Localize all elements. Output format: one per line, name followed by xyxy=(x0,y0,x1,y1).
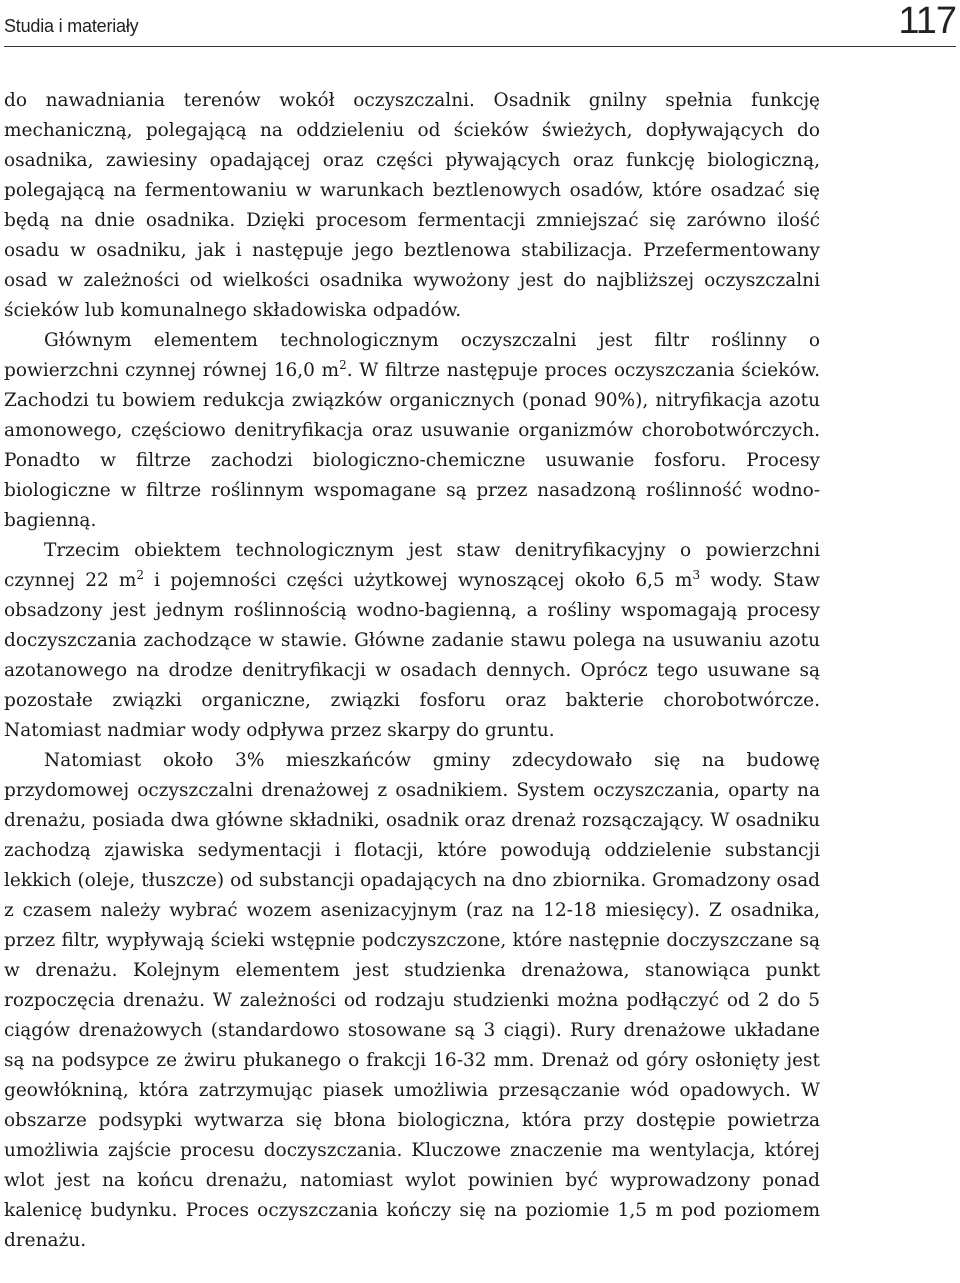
paragraph xyxy=(4,746,820,1256)
paragraph-text: Natomiast około 3% mieszkańców gminy zdecydowało się na budowę przydomowej oczyszczalni drenażowej z osadnikiem. System oczyszczania, oparty na drenażu, posiada dwa główne składniki, osadnik oraz drenaż rozsączający. W osadniku zachodzą zjawiska sedymentacji i flotacji, które powodują oddzielenie substancji lekkich (oleje, tłuszcze) od substancji opadających na dno zbiornika. Gromadzony osad z czasem należy wybrać wozem asenizacyjnym (raz na 12-18 miesięcy). Z osadnika, przez filtr, wypływają ścieki wstępnie podczyszczone, które następnie doczyszczane są w drenażu. Kolejnym elementem jest studzienka drenażowa, stanowiąca punkt rozpoczęcia drenażu. W zależności od rodzaju studzienki można podłączyć od 2 do 5 ciągów drenażowych (standardowo stosowane są 3 ciągi). Rury drenażowe układane są na podsypce ze żwiru płukanego o frakcji 16-32 mm. Drenaż od góry osłonięty jest geowłókniną, która zatrzymując piasek umożliwia przesączanie wód opadowych. W obszarze podsypki wytwarza się błona biologiczna, która przy dostępie powietrza umożliwia zajście procesu doczyszczania. Kluczowe znaczenie ma wentylacja, której wlot jest na końcu drenażu, natomiast wylot powinien być wyprowadzony ponad kalenicę budynku. Proces oczyszczania kończy się na poziomie 1,5 m pod poziomem drenażu. xyxy=(4,750,820,1251)
paragraph xyxy=(4,326,820,536)
paragraph xyxy=(4,536,820,746)
page-number: 117 xyxy=(898,0,956,42)
running-head-section: Studia i materiały xyxy=(4,16,139,36)
paragraph-text: . W filtrze następuje proces oczyszczania ścieków. Zachodzi tu bowiem redukcja związków organicznych (ponad 90%), nitryfikacja azotu amonowego, częściowo denitryfikacja oraz usuwanie organizmów chorobotwórczych. Ponadto w filtrze zachodzi biologiczno-chemiczne usuwanie fosforu. Procesy biologiczne w filtrze roślinnym wspomagane są przez nasadzoną roślinność wodno-bagienną. xyxy=(4,360,821,531)
paragraph-text: do nawadniania terenów wokół oczyszczalni. Osadnik gnilny spełnia funkcję mechaniczną, polegającą na oddzieleniu od ścieków świeżych, dopływających do osadnika, zawiesiny opadającej oraz części pływających oraz funkcję biologiczną, polegającą na fermentowaniu w warunkach beztlenowych osadów, które osadzać się będą na dnie osadnika. Dzięki procesom fermentacji zmniejszać się zarówno ilość osadu w osadniku, jak i następuje jego beztlenowa stabilizacja. Przefermentowany osad w zależności od wielkości osadnika wywożony jest do najbliższej oczyszczalni ścieków lub komunalnego składowiska odpadów. xyxy=(4,90,820,321)
paragraph-text: wody. Staw obsadzony jest jednym roślinnością wodno-bagienną, a rośliny wspomagają procesy doczyszczania zachodzące w stawie. Główne zadanie stawu polega na usuwaniu azotu azotanowego na drodze denitryfikacji w osadach dennych. Oprócz tego usuwane są pozostałe związki organiczne, związki fosforu oraz bakterie chorobotwórcze. Natomiast nadmiar wody odpływa przez skarpy do gruntu. xyxy=(4,570,820,741)
paragraph-text: Trzecim obiektem technologicznym jest staw denitryfikacyjny o powierzchni czynnej 22 m xyxy=(4,540,820,591)
paragraph xyxy=(4,86,820,326)
paragraph-text: Głównym elementem technologicznym oczyszczalni jest filtr roślinny o powierzchni czynnej równej 16,0 m xyxy=(4,330,820,381)
superscript-exponent: 3 xyxy=(692,567,701,582)
superscript-exponent: 2 xyxy=(136,567,145,582)
page-header xyxy=(4,0,956,47)
superscript-exponent: 2 xyxy=(339,357,347,372)
paragraph-text: i pojemności części użytkowej wynoszącej około 6,5 m xyxy=(144,570,693,591)
body-text xyxy=(4,86,820,1256)
